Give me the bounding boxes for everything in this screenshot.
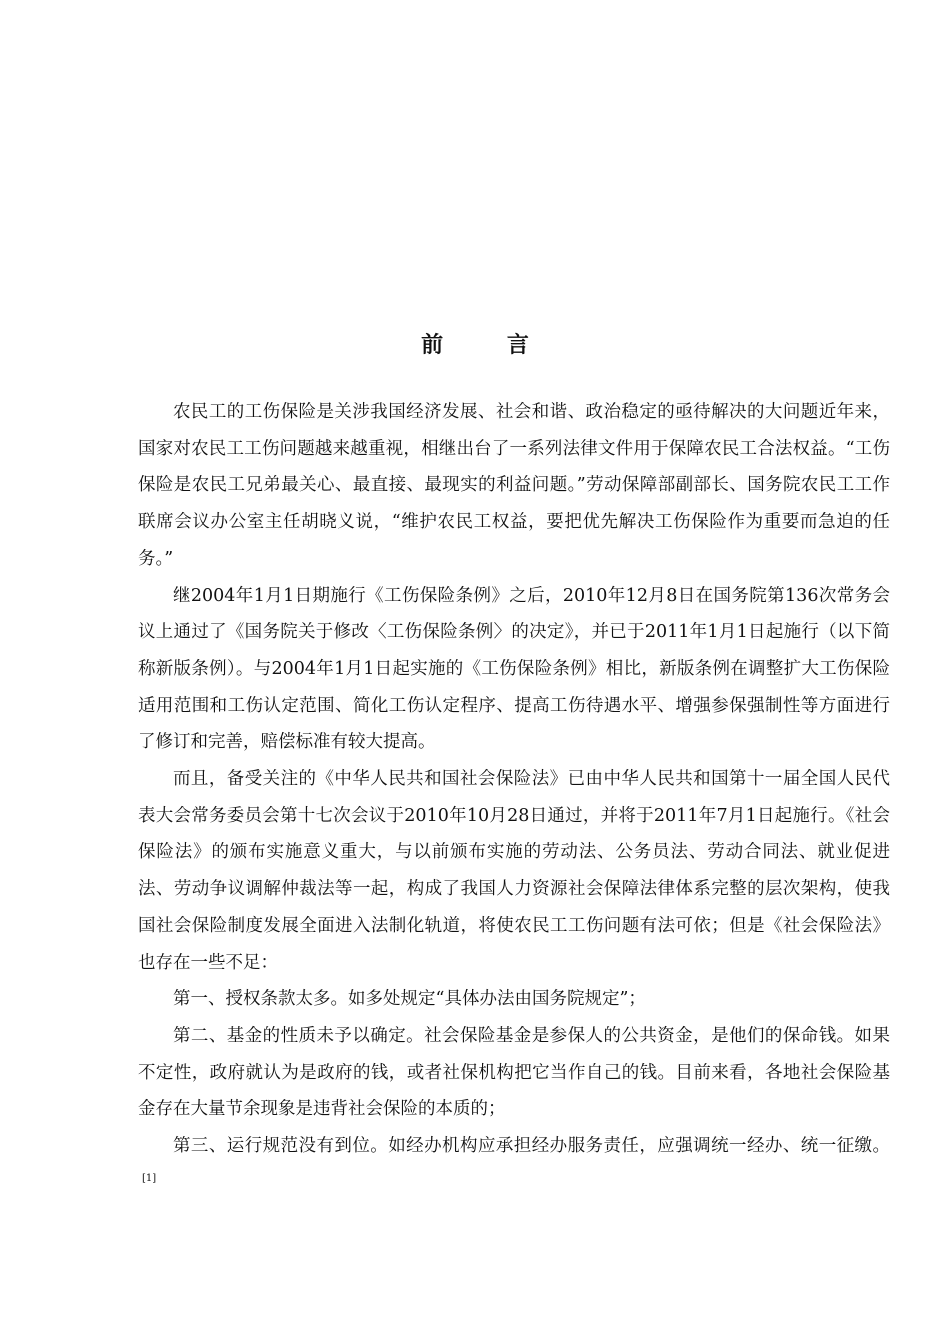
paragraph-point-two: 第二、基金的性质未予以确定。社会保险基金是参保人的公共资金，是他们的保命钱。如果不定性，政府就认为是政府的钱，或者社保机构把它当作自己的钱。目前来看，各地社会保险基金存在大量节余现象是违背社会保险的本质的； <box>138 1025 890 1120</box>
paragraph-point-three <box>138 1128 890 1201</box>
page-title: 前 言 <box>421 332 557 358</box>
footnote-reference[interactable]: [1] <box>142 1172 157 1184</box>
paragraph-social-insurance-law: 而且，备受关注的《中华人民共和国社会保险法》已由中华人民共和国第十一届全国人民代表大会常务委员会第十七次会议于2010年10月28日通过，并将于2011年7月1日起施行。《社会保险法》的颁布实施意义重大，与以前颁布实施的劳动法、公务员法、劳动合同法、就业促进法、劳动争议调解仲裁法等一起，构成了我国人力资源社会保障法律体系完整的层次架构，使我国社会保险制度发展全面进入法制化轨道，将使农民工工伤问题有法可依；但是《社会保险法》也存在一些不足： <box>138 769 890 973</box>
paragraph-point-three-text: 第三、运行规范没有到位。如经办机构应承担经办服务责任，应强调统一经办、统一征缴。 <box>173 1136 890 1157</box>
body-text <box>138 394 890 1201</box>
paragraph-point-one: 第一、授权条款太多。如多处规定“具体办法由国务院规定”； <box>173 989 646 1010</box>
paragraph-regulation: 继2004年1月1日期施行《工伤保险条例》之后，2010年12月8日在国务院第136次常务会议上通过了《国务院关于修改〈工伤保险条例〉的决定》，并已于2011年1月1日起施行（以下简称新版条例）。与2004年1月1日起实施的《工伤保险条例》相比，新版条例在调整扩大工伤保险适用范围和工伤认定范围、简化工伤认定程序、提高工伤待遇水平、增强参保强制性等方面进行了修订和完善，赔偿标准有较大提高。 <box>138 585 890 753</box>
paragraph-intro: 农民工的工伤保险是关涉我国经济发展、社会和谐、政治稳定的亟待解决的大问题近年来，国家对农民工工伤问题越来越重视，相继出台了一系列法律文件用于保障农民工合法权益。“工伤保险是农民工兄弟最关心、最直接、最现实的利益问题。”劳动保障部副部长、国务院农民工工作联席会议办公室主任胡晓义说，“维护农民工权益，要把优先解决工伤保险作为重要而急迫的任务。” <box>138 402 890 569</box>
